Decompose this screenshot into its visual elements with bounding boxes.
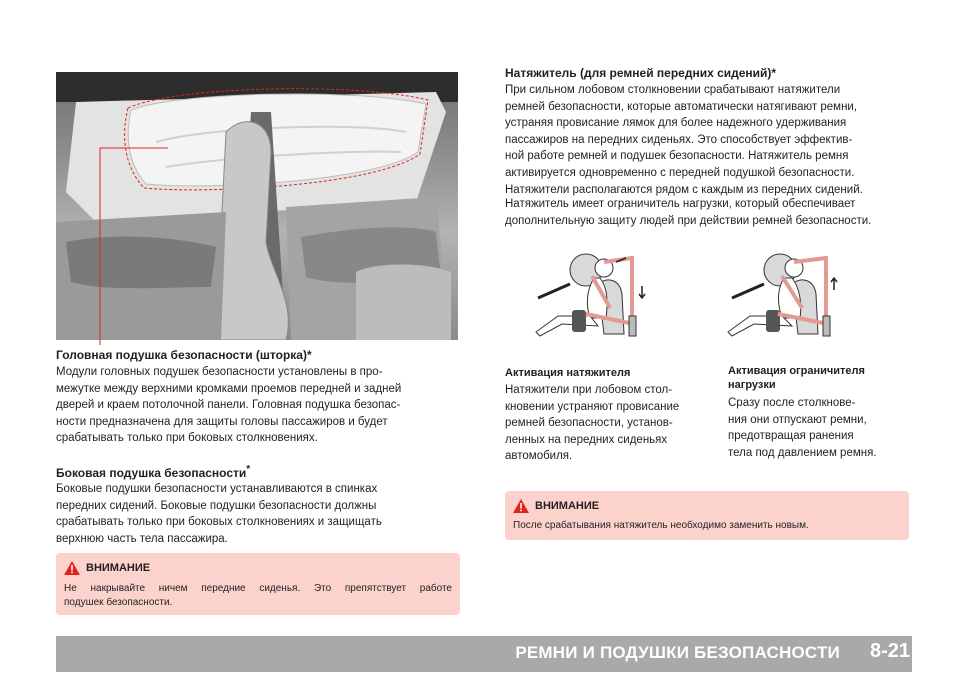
side-airbag-title: Боковая подушка безопасности: [56, 466, 247, 480]
limiter-text: [728, 395, 912, 461]
text-line: подушек безопасности.: [64, 597, 173, 608]
load-limiter-text: [505, 196, 911, 229]
warning-text: [64, 582, 452, 610]
warning-title: ВНИМАНИЕ: [535, 500, 600, 512]
text-line: нагрузки: [728, 379, 776, 391]
text-line: ности предназначена для защиты головы пассажиров и будет: [56, 415, 388, 428]
text-line: автомобиля.: [505, 450, 573, 463]
side-airbag-heading: [56, 462, 250, 481]
text-line: Модули головных подушек безопасности установлены в про-: [56, 366, 383, 378]
text-line: Активация ограничителя: [728, 365, 865, 377]
text-line: межутке между верхними кромками проемов передней и задней: [56, 382, 402, 395]
warning-box-right: [505, 491, 909, 540]
curtain-airbag-text: [56, 364, 460, 447]
text-line: Натяжитель имеет ограничитель нагрузки, который обеспечивает: [505, 198, 856, 210]
pretensioner-heading: Натяжитель (для ремней передних сидений)*: [505, 66, 777, 80]
activation-text: [505, 382, 711, 465]
pretensioner-text: [505, 82, 911, 198]
text-line: ной работе ремней и подушек безопасности. Натяжитель ремня: [505, 150, 849, 163]
section-title: РЕМНИ И ПОДУШКИ БЕЗОПАСНОСТИ: [515, 643, 840, 662]
text-line: ремней безопасности, которые автоматически натягивают ремни,: [505, 100, 858, 113]
activation-heading: Активация натяжителя: [505, 367, 631, 379]
text-line: срабатывать только при боковых столкновениях.: [56, 432, 318, 445]
side-airbag-text: [56, 481, 460, 547]
text-line: ремней безопасности, установ-: [505, 417, 673, 430]
text-line: срабатывать только при боковых столкновениях и защищать: [56, 516, 382, 529]
text-line: Боковые подушки безопасности устанавливаются в спинках: [56, 483, 378, 495]
warning-text: [513, 519, 901, 533]
text-line: активируется одновременно с передней подушкой безопасности.: [505, 166, 855, 179]
text-line: Не накрывайте ничем передние сиденья. Это препятствует работе: [64, 583, 452, 594]
text-line: При сильном лобовом столкновении срабатывают натяжители: [505, 84, 841, 96]
warning-triangle-icon: [64, 561, 80, 575]
curtain-airbag-heading: Головная подушка безопасности (шторка)*: [56, 348, 312, 362]
warning-title: ВНИМАНИЕ: [86, 562, 151, 574]
page-number: 8-21: [869, 640, 910, 662]
warning-heading: [64, 561, 150, 575]
load-limiter-diagram-icon: [722, 246, 850, 346]
text-line: предотвращая ранения: [728, 430, 854, 443]
text-line: передних сидений. Боковые подушки безопасности должны: [56, 499, 377, 512]
pretensioner-diagram-icon: [528, 246, 656, 346]
text-line: ленных на передних сиденьях: [505, 433, 668, 446]
warning-box-left: [56, 553, 460, 615]
text-line: Сразу после столкнове-: [728, 397, 856, 409]
text-line: тела под давлением ремня.: [728, 446, 877, 459]
text-line: пассажиров на передних сиденьях. Это способствует эффектив-: [505, 133, 853, 146]
text-line: После срабатывания натяжитель необходимо заменить новым.: [513, 520, 809, 531]
text-line: ния они отпускают ремни,: [728, 413, 867, 426]
text-line: устраняя провисание лямок для более надежного удерживания: [505, 117, 847, 130]
text-line: верхнюю часть тела пассажира.: [56, 532, 228, 545]
text-line: дополнительную защиту людей при действии ремней безопасности.: [505, 214, 872, 227]
warning-triangle-icon: [513, 499, 529, 513]
text-line: дверей и краем потолочной панели. Головная подушка безопас-: [56, 399, 401, 412]
text-line: кновении устраняют провисание: [505, 400, 680, 413]
text-line: Натяжители располагаются рядом с каждым из передних сидений.: [505, 183, 863, 196]
callout-line: [96, 140, 176, 350]
limiter-heading: [728, 364, 865, 392]
warning-heading: [513, 499, 599, 513]
footnote-mark: *: [246, 464, 251, 475]
text-line: Натяжители при лобовом стол-: [505, 384, 673, 396]
